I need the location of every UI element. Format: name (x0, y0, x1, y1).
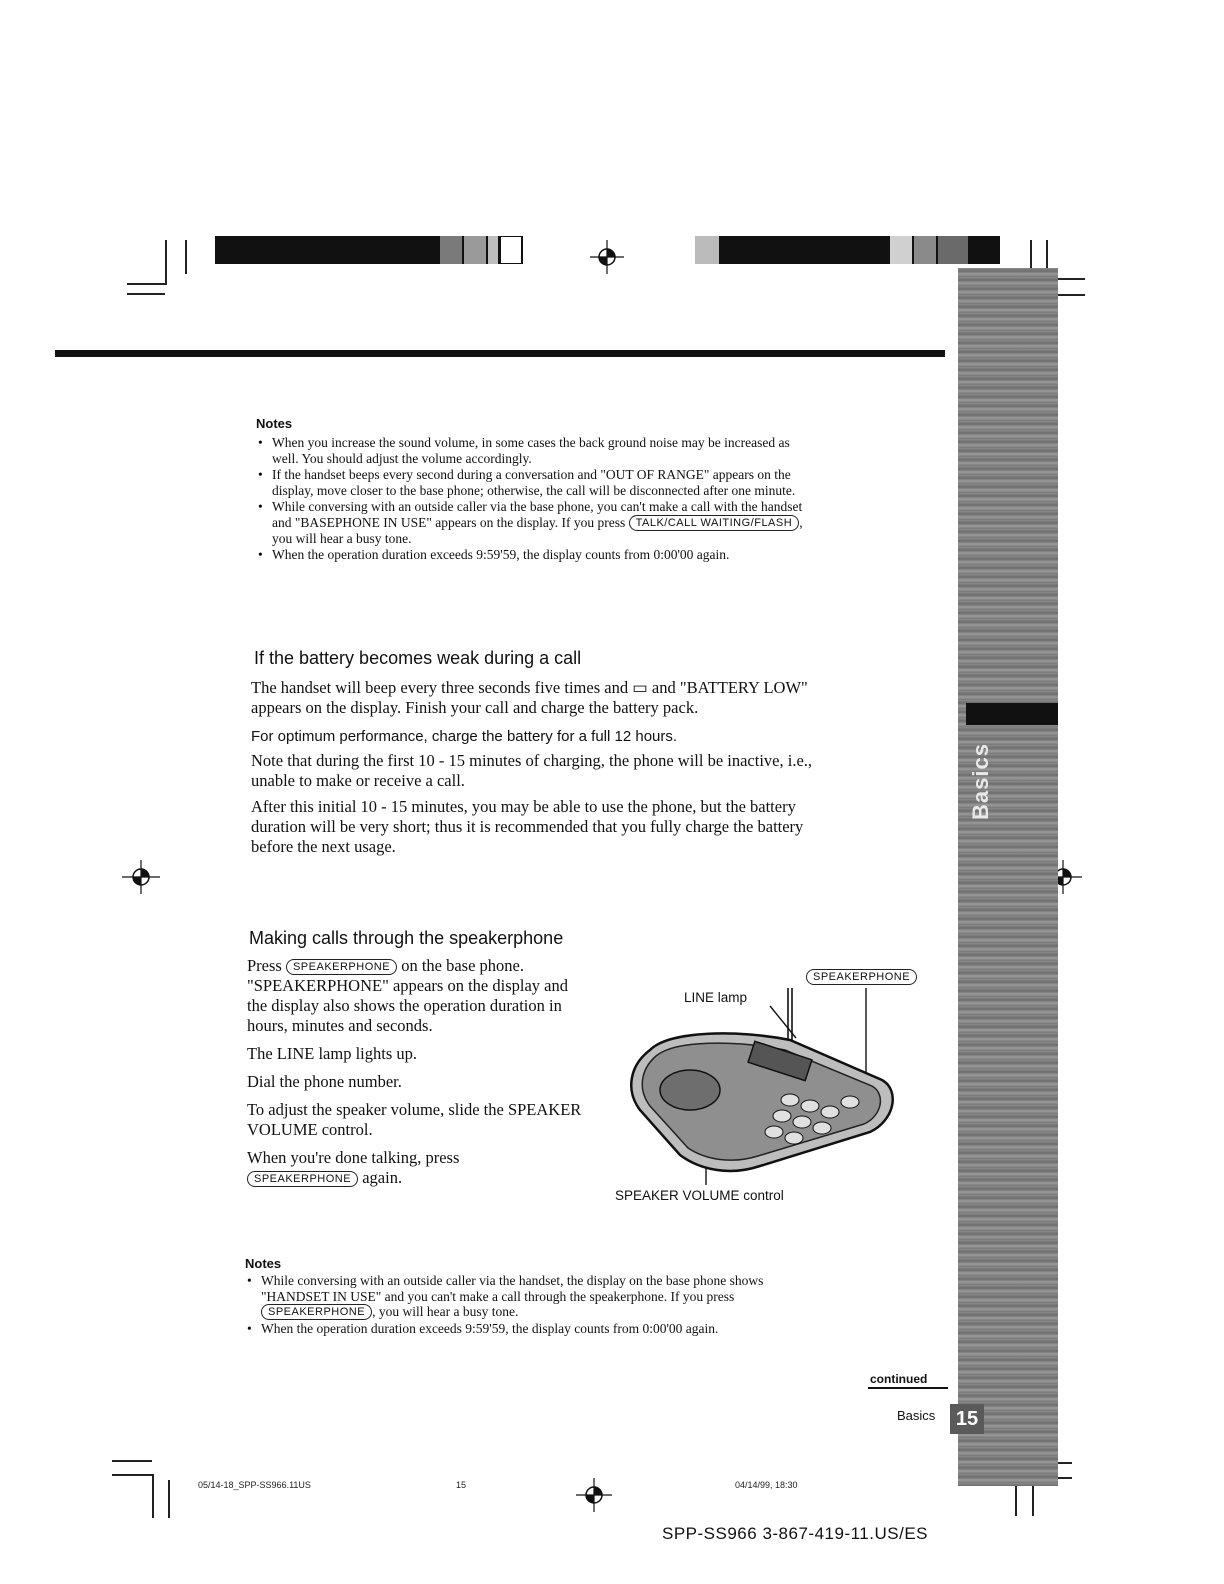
crop-mark (168, 1480, 170, 1518)
crop-mark (127, 283, 167, 285)
battery-body (251, 678, 831, 857)
print-file-name: 05/14-18_SPP-SS966.11US (198, 1480, 311, 1490)
line-lamp-label: LINE lamp (684, 990, 748, 1005)
notes-heading: Notes (245, 1256, 282, 1271)
crop-mark (185, 240, 187, 274)
step-1: Press SPEAKERPHONE on the base phone. (247, 956, 524, 975)
registration-target-icon (576, 1478, 612, 1512)
note-item: • While conversing with an outside caller via the handset, the display on the base phone shows "HANDSET IN USE" and you can't make a call through the speakerphone. If you press SPEAKERPHONE , you will hear a busy tone. (245, 1273, 820, 1320)
crop-mark (165, 240, 167, 284)
note-item: • When you increase the sound volume, in some cases the back ground noise may be increased as well. You should adjust the volume accordingly. (256, 435, 816, 466)
notes-list-top (256, 435, 816, 564)
side-tab-label: Basics (968, 743, 993, 820)
speaker-heading: Making calls through the speakerphone (249, 928, 564, 948)
section-footer-label: Basics (897, 1408, 936, 1423)
crop-mark (112, 1474, 152, 1476)
crop-mark (127, 293, 165, 295)
step-2: Dial the phone number. (247, 1072, 402, 1091)
speakerphone-key: SPEAKERPHONE (261, 1304, 372, 1320)
battery-bold-line: For optimum performance, charge the battery for a full 12 hours. (251, 728, 678, 745)
crop-mark (152, 1474, 154, 1518)
notes-heading: Notes (256, 416, 293, 431)
battery-para-2: Note that during the first 10 - 15 minutes of charging, the phone will be inactive, i.e., unable to make or receive a call. (251, 751, 813, 790)
registration-target-icon (122, 860, 160, 894)
print-page: 15 (456, 1480, 467, 1490)
side-tab-bar (966, 703, 1058, 725)
talk-flash-key: TALK/CALL WAITING/FLASH (629, 515, 800, 531)
page-number: 15 (950, 1404, 984, 1434)
note-item: • When the operation duration exceeds 9:59'59, the display counts from 0:00'00 again. (256, 547, 816, 563)
battery-heading: If the battery becomes weak during a call (254, 648, 582, 668)
note-item: • While conversing with an outside caller via the base phone, you can't make a call with the handset and "BASEPHONE IN USE" appears on the display. If you press TALK/CALL WAITING/FLASH , you will hear a busy tone. (256, 499, 816, 546)
speakerphone-key: SPEAKERPHONE (247, 1171, 358, 1187)
model-code: SPP-SS966 3-867-419-11.US/ES (662, 1524, 928, 1543)
step-3: To adjust the speaker volume, slide the SPEAKER VOLUME control. (247, 1100, 582, 1139)
step-1-result: The LINE lamp lights up. (247, 1044, 418, 1063)
base-phone-illustration (620, 980, 920, 1190)
color-bar-left (215, 236, 523, 264)
continued-rule (868, 1387, 948, 1389)
header-rule (55, 350, 945, 357)
speaker-steps (247, 956, 587, 1188)
note-item: • When the operation duration exceeds 9:59'59, the display counts from 0:00'00 again. (245, 1321, 820, 1337)
speaker-volume-label: SPEAKER VOLUME control (615, 1188, 784, 1203)
side-band (958, 268, 1058, 1486)
notes-list-bottom (245, 1273, 820, 1338)
step-4: When you're done talking, press SPEAKERPHONE again. (247, 1148, 460, 1187)
step-1-detail: "SPEAKERPHONE" appears on the display and the display also shows the operation duration in hours, minutes and seconds. (247, 976, 568, 1035)
note-item: • If the handset beeps every second during a conversation and "OUT OF RANGE" appears on the display, move closer to the base phone; otherwise, the call will be disconnected after one minute. (256, 467, 816, 498)
crop-mark (112, 1460, 152, 1462)
continued-label: continued (870, 1372, 928, 1386)
print-datetime: 04/14/99, 18:30 (735, 1480, 798, 1490)
battery-para-3: After this initial 10 - 15 minutes, you may be able to use the phone, but the battery duration will be very short; thus it is recommended that you fully charge the battery before the next usage. (251, 797, 804, 856)
battery-para-1: The handset will beep every three seconds five times and ▭ and "BATTERY LOW" appears on the display. Finish your call and charge the battery pack. (251, 678, 808, 717)
registration-target-icon (590, 240, 624, 274)
battery-icon: ▭ (632, 678, 648, 697)
speakerphone-key: SPEAKERPHONE (286, 959, 397, 975)
color-bar-right (695, 236, 1000, 264)
speakerphone-key: SPEAKERPHONE (806, 969, 917, 985)
